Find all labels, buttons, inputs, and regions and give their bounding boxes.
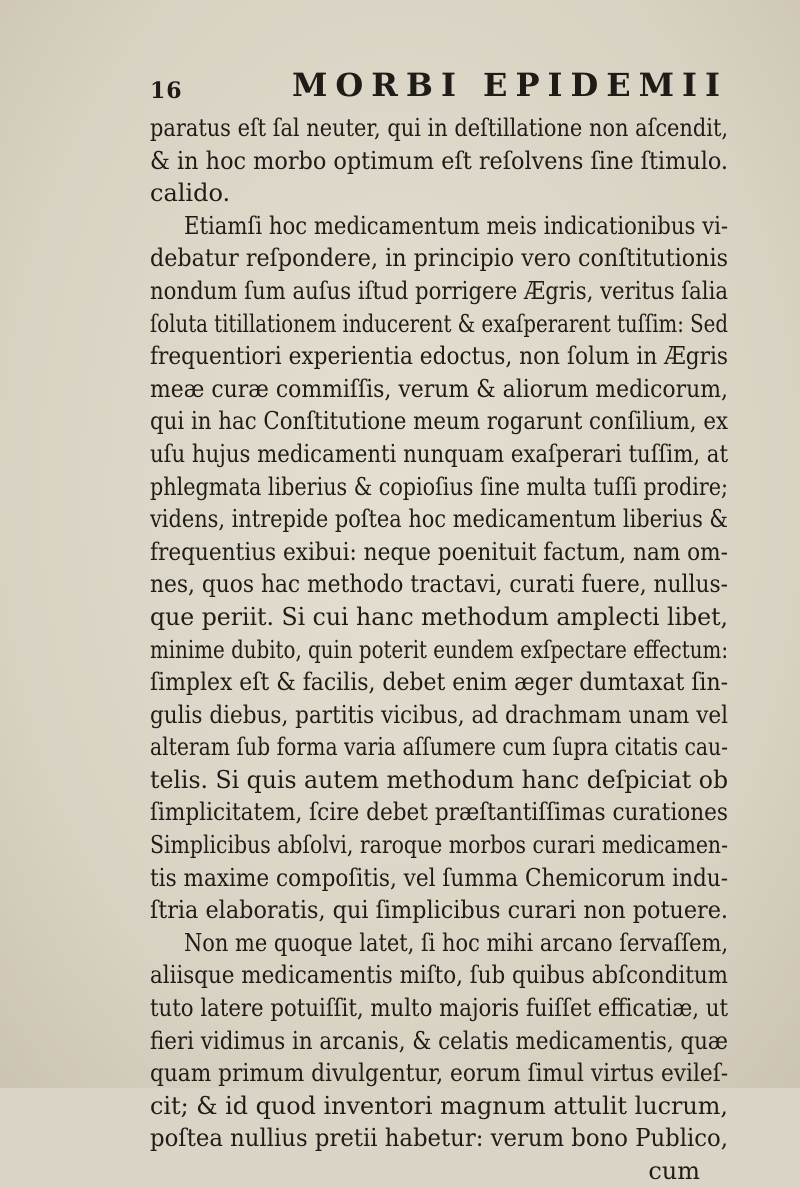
text-line: telis. Si quis autem methodum hanc deſpiciat ob xyxy=(150,765,728,794)
text-line: ſimplex eſt & facilis, debet enim æger dumtaxat ſin- xyxy=(150,668,728,697)
text-line: alteram ſub forma varia aſſumere cum ſupra citatis cau- xyxy=(150,733,728,762)
text-line: Simplicibus abſolvi, raroque morbos curari medicamen- xyxy=(150,831,728,860)
text-line: phlegmata liberius & copioſius ſine multa tuſſi prodire; xyxy=(150,472,728,501)
text-line: gulis diebus, partitis vicibus, ad drachmam unam vel xyxy=(150,700,728,729)
text-line: aliisque medicamentis miſto, ſub quibus abſconditum xyxy=(150,961,728,990)
text-line: tis maxime compoſitis, vel ſumma Chemicorum indu- xyxy=(150,863,728,892)
page-number: 16 xyxy=(150,78,183,104)
text-line: ſtria elaboratis, qui ſimplicibus curari non potuere. xyxy=(150,896,728,925)
text-line: que periit. Si cui hanc methodum amplecti libet, xyxy=(150,602,728,631)
text-line: tuto latere potuiſſit, multo majoris fuiſſet efficatiæ, ut xyxy=(150,994,728,1023)
text-line: poſtea nullius pretii habetur: verum bono Publico, xyxy=(150,1124,728,1153)
text-line: frequentiori experientia edoctus, non ſolum in Ægris xyxy=(150,342,728,371)
text-line: nes, quos hac methodo tractavi, curati fuere, nullus- xyxy=(150,570,728,599)
body-text xyxy=(150,112,728,1188)
text-line: Etiamſi hoc medicamentum meis indicationibus vi- xyxy=(184,211,728,240)
running-title: MORBI EPIDEMII xyxy=(292,66,728,104)
text-line: calido. xyxy=(150,179,231,208)
text-line: qui in hac Conſtitutione meum rogarunt conſilium, ex xyxy=(150,407,728,436)
text-line: minime dubito, quin poterit eundem exſpectare effectum: xyxy=(150,635,728,664)
text-line: Non me quoque latet, ſi hoc mihi arcano ſervaſſem, xyxy=(184,928,728,957)
text-line: meæ curæ commiſſis, verum & aliorum medicorum, xyxy=(150,374,728,403)
catchword: cum xyxy=(648,1157,700,1185)
text-line: videns, intrepide poſtea hoc medicamentum liberius & xyxy=(150,505,728,534)
page-header xyxy=(150,66,728,114)
text-line: frequentius exibui: neque poenituit factum, nam om- xyxy=(150,537,728,566)
text-line: ſoluta titillationem inducerent & exaſperarent tuſſim: Sed xyxy=(150,309,728,338)
text-line: nondum ſum auſus iſtud porrigere Ægris, veritus ſalia xyxy=(150,276,728,305)
text-line: debatur reſpondere, in principio vero conſtitutionis xyxy=(150,244,728,273)
text-line: quam primum divulgentur, eorum ſimul virtus evileſ- xyxy=(150,1059,728,1088)
text-line: uſu hujus medicamenti nunquam exaſperari tuſſim, at xyxy=(150,439,728,468)
text-line: fieri vidimus in arcanis, & celatis medicamentis, quæ xyxy=(150,1026,728,1055)
text-line: cit; & id quod inventori magnum attulit lucrum, xyxy=(150,1091,728,1120)
text-line: paratus eſt ſal neuter, qui in deſtillatione non aſcendit, xyxy=(150,114,728,142)
text-line: & in hoc morbo optimum eſt reſolvens ſine ſtimulo. xyxy=(150,146,728,175)
text-line: ſimplicitatem, ſcire debet præſtantiſſimas curationes xyxy=(150,798,728,827)
